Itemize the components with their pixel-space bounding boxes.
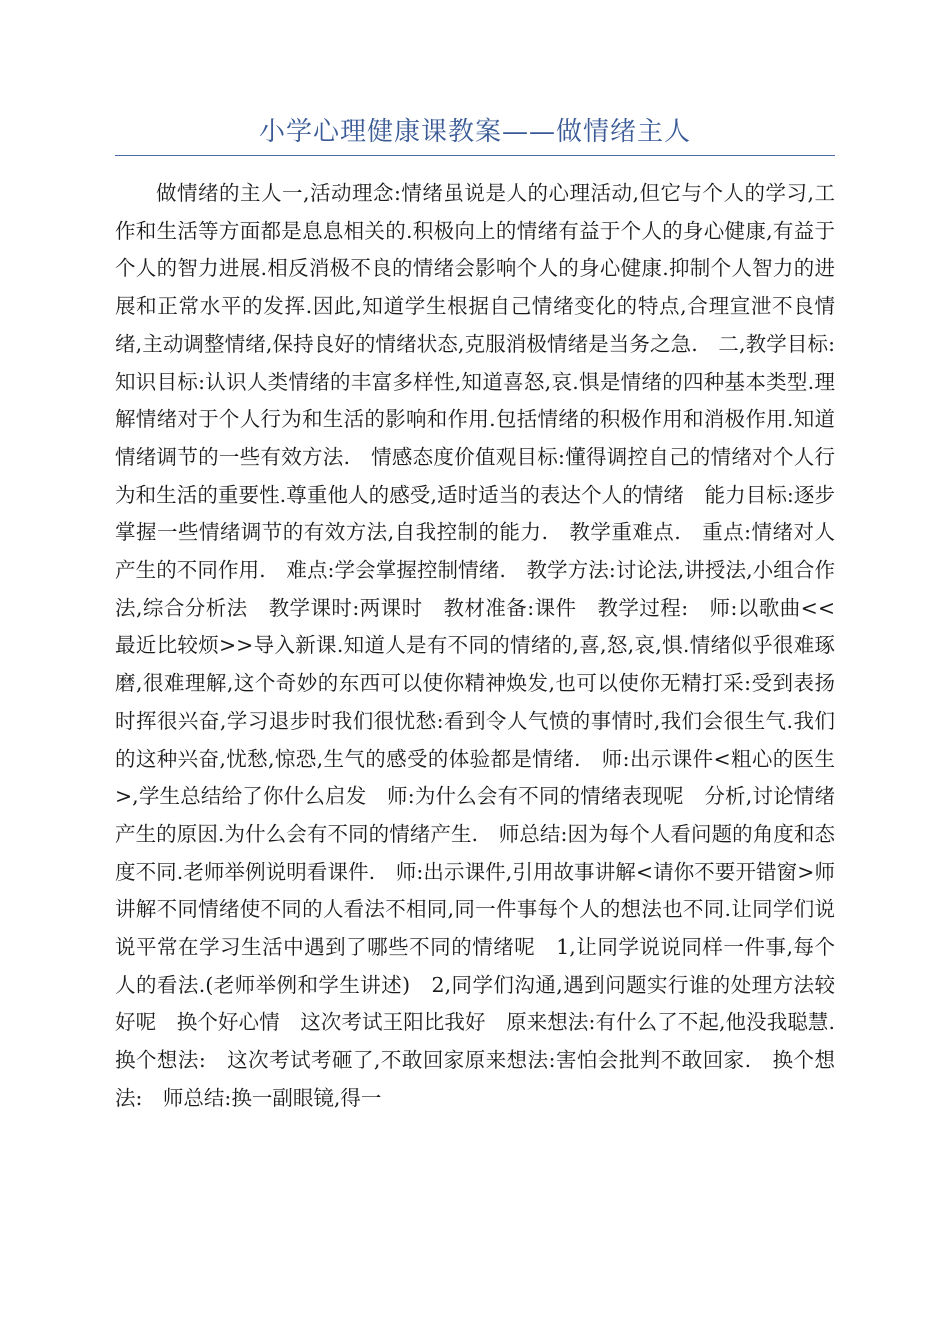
body-paragraph: 做情绪的主人一,活动理念:情绪虽说是人的心理活动,但它与个人的学习,工作和生活等方面都是息息相关的.积极向上的情绪有益于个人的身心健康,有益于个人的智力进展.相反消极不良的情绪会影响个人的身心健康.抑制个人智力的进展和正常水平的发挥.因此,知道学生根据自己情绪变化的特点,合理宣泄不良情绪,主动调整情绪,保持良好的情绪状态,克服消极情绪是当务之急. 二,教学目标: 知识目标:认识人类情绪的丰富多样性,知道喜怒,哀.惧是情绪的四种基本类型.理解情绪对于个人行为和生活的影响和作用.包括情绪的积极作用和消极作用.知道情绪调节的一些有效方法. 情感态度价值观目标:懂得调控自己的情绪对个人行为和生活的重要性.尊重他人的感受,适时适当的表达个人的情绪 能力目标:逐步掌握一些情绪调节的有效方法,自我控制的能力. 教学重难点. 重点:情绪对人产生的不同作用. 难点:学会掌握控制情绪. 教学方法:讨论法,讲授法,小组合作法,综合分析法 教学课时:两课时 教材准备:课件 教学过程: 师:以歌曲<<最近比较烦>>导入新课.知道人是有不同的情绪的,喜,怒,哀,惧.情绪似乎很难琢磨,很难理解,这个奇妙的东西可以使你精神焕发,也可以使你无精打采:受到表扬时挥很兴奋,学习退步时我们很忧愁:看到令人气愤的事情时,我们会很生气.我们的这种兴奋,忧愁,惊恐,生气的感受的体验都是情绪. 师:出示课件<粗心的医生>,学生总结给了你什么启发 师:为什么会有不同的情绪表现呢 分析,讨论情绪产生的原因.为什么会有不同的情绪产生. 师总结:因为每个人看问题的角度和态度不同.老师举例说明看课件. 师:出示课件,引用故事讲解<请你不要开错窗>师讲解不同情绪使不同的人看法不相同,同一件事每个人的想法也不同.让同学们说说平常在学习生活中遇到了哪些不同的情绪呢 1,让同学说说同样一件事,每个人的看法.(老师举例和学生讲述) 2,同学们沟通,遇到问题实行谁的处理方法较好呢 换个好心情 这次考试王阳比我好 原来想法:有什么了不起,他没我聪慧. 换个想法: 这次考试考砸了,不敢回家原来想法:害怕会批判不敢回家. 换个想法: 师总结:换一副眼镜,得一	[115, 181, 856, 1110]
title-underline	[115, 155, 835, 156]
page-title: 小学心理健康课教案——做情绪主人	[258, 117, 691, 147]
